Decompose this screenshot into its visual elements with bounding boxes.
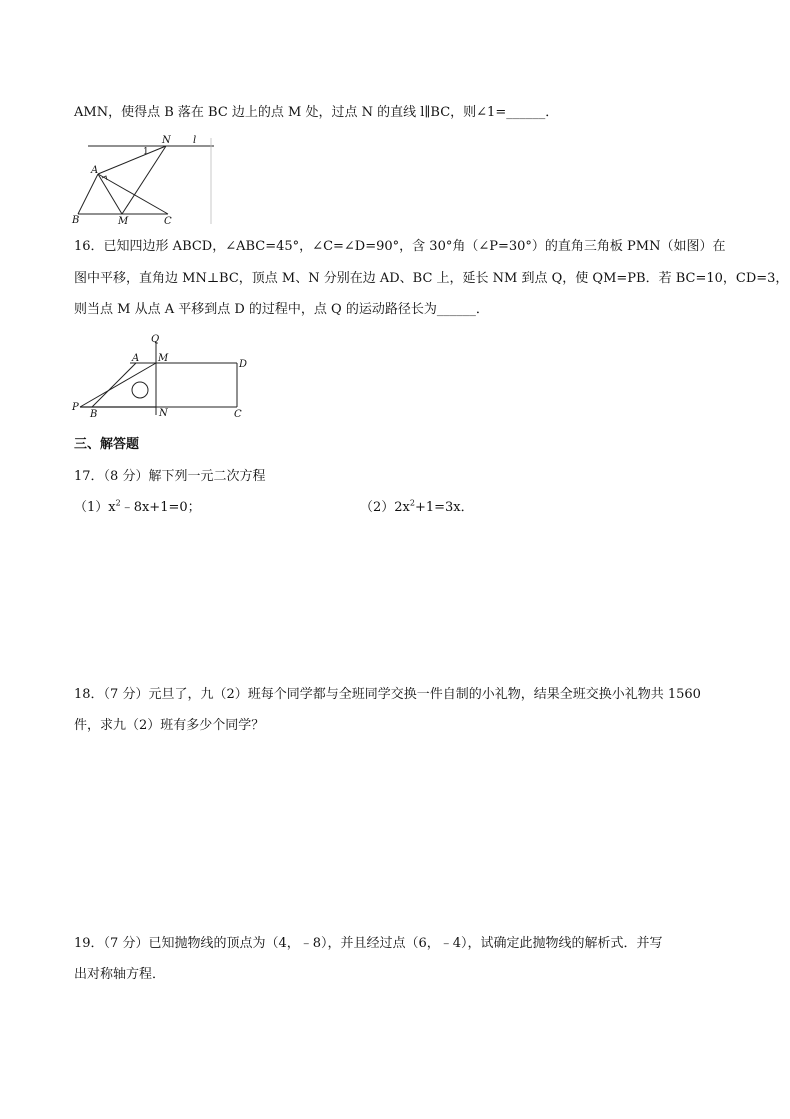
q15-text-line: AMN，使得点 B 落在 BC 边上的点 M 处，过点 N 的直线 l∥BC，则∠1=______． xyxy=(74,105,559,120)
label-b: B xyxy=(72,215,80,226)
label-d: D xyxy=(239,359,248,370)
segment-an xyxy=(98,146,166,174)
section-heading: 三、解答题 xyxy=(74,437,140,452)
label-a: A xyxy=(132,353,140,364)
triangle-hole xyxy=(132,382,148,398)
q19-text-line-2: 出对称轴方程． xyxy=(74,967,166,982)
q17-part-1 xyxy=(74,499,201,517)
q16-text-line-1: 16．已知四边形 ABCD，∠ABC=45°，∠C=∠D=90°，含 30°角（∠P=30°）的直角三角板 PMN（如图）在 xyxy=(74,239,726,254)
q17-part-2-exp: 2 xyxy=(409,498,415,508)
q19-text-line-1: 19．（7 分）已知抛物线的顶点为（4，﹣8），并且经过点（6，﹣4），试确定此抛物线的解析式．并写 xyxy=(74,936,663,951)
q18-text-line-2: 件，求九（2）班有多少个同学？ xyxy=(74,718,265,733)
segment-ba xyxy=(78,174,98,214)
label-b: B xyxy=(90,409,98,419)
label-l: l xyxy=(193,135,197,146)
label-m: M xyxy=(158,353,169,364)
q18-text-line-1: 18．（7 分）元旦了，九（2）班每个同学都与全班同学交换一件自制的小礼物，结果全班交换小礼物共 1560 xyxy=(74,687,701,702)
label-angle-1: 1 xyxy=(143,147,149,157)
q16-text-line-2: 图中平移，直角边 MN⊥BC，顶点 M、N 分别在边 AD、BC 上，延长 NM 到点 Q，使 QM=PB．若 BC=10，CD=3， xyxy=(74,271,789,286)
label-c: C xyxy=(234,409,242,419)
label-c: C xyxy=(164,216,172,226)
q17-part-2-b: +1=3x． xyxy=(414,500,474,515)
segment-ba xyxy=(92,363,136,407)
label-m: M xyxy=(118,216,129,226)
segment-am xyxy=(98,174,122,214)
label-n: N xyxy=(159,408,168,419)
label-n: N xyxy=(162,135,171,146)
q17-part-1-a: （1）x xyxy=(74,500,116,515)
q16-figure xyxy=(70,333,250,419)
segment-ac xyxy=(98,174,168,214)
q16-text-line-3: 则当点 M 从点 A 平移到点 D 的过程中，点 Q 的运动路径长为______． xyxy=(74,302,489,317)
q15-figure xyxy=(70,134,218,226)
q17-part-2 xyxy=(360,499,474,517)
label-p: P xyxy=(72,402,79,413)
q17-stem: 17．（8 分）解下列一元二次方程 xyxy=(74,469,266,484)
q17-part-2-a: （2）2x xyxy=(360,500,410,515)
label-q: Q xyxy=(151,334,160,345)
q17-part-1-b: ﹣8x+1=0； xyxy=(120,500,201,515)
q17-part-1-exp: 2 xyxy=(115,498,121,508)
label-a: A xyxy=(91,165,99,176)
segment-pm xyxy=(80,363,156,407)
